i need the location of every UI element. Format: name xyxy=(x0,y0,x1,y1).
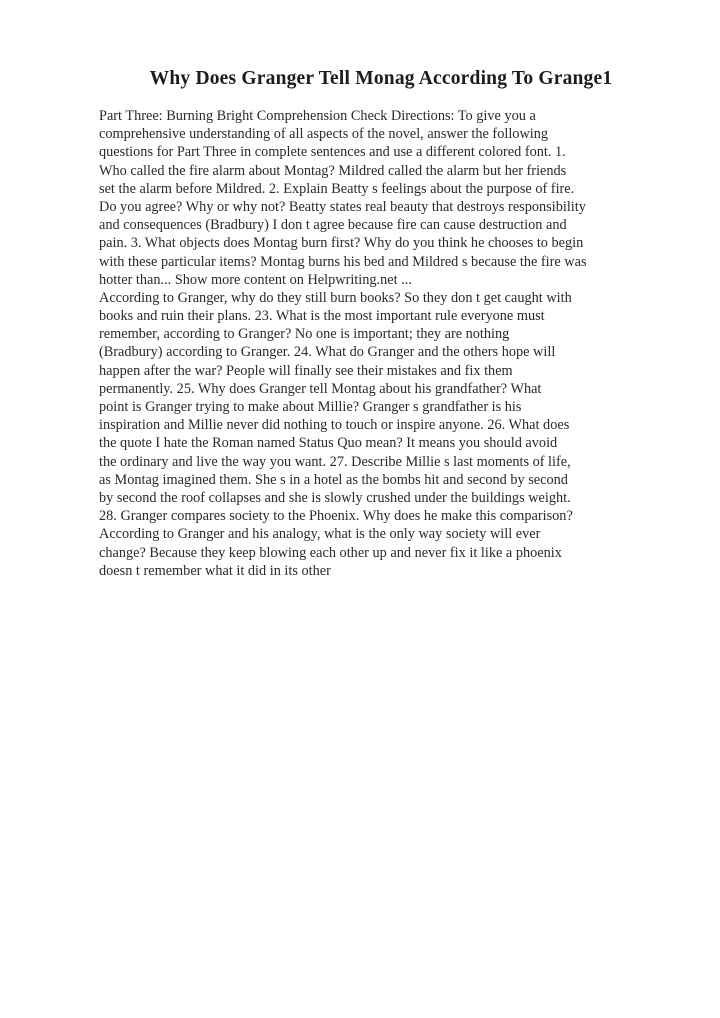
page-title: Why Does Granger Tell Monag According To Grange1 xyxy=(149,68,613,89)
text-line: books and ruin their plans. 23. What is the most important rule everyone must xyxy=(99,308,545,325)
text-line: 28. Granger compares society to the Phoenix. Why does he make this comparison? xyxy=(99,508,573,525)
text-line: remember, according to Granger? No one is important; they are nothing xyxy=(99,326,510,343)
text-line: Who called the fire alarm about Montag? Mildred called the alarm but her friends xyxy=(99,162,567,179)
text-line: by second the roof collapses and she is slowly crushed under the buildings weight. xyxy=(99,489,571,506)
text-line: comprehensive understanding of all aspects of the novel, answer the following xyxy=(99,126,549,143)
text-line: the quote I hate the Roman named Status Quo mean? It means you should avoid xyxy=(99,435,558,452)
text-line: permanently. 25. Why does Granger tell Montag about his grandfather? What xyxy=(99,380,542,397)
text-line: Part Three: Burning Bright Comprehension Check Directions: To give you a xyxy=(99,108,536,124)
text-line: (Bradbury) according to Granger. 24. What do Granger and the others hope will xyxy=(99,344,556,361)
text-line: with these particular items? Montag burns his bed and Mildred s because the fire was xyxy=(99,253,587,270)
text-line: According to Granger and his analogy, what is the only way society will ever xyxy=(99,526,541,543)
text-line: questions for Part Three in complete sentences and use a different colored font. 1. xyxy=(99,144,566,161)
text-line: inspiration and Millie never did nothing to touch or inspire anyone. 26. What does xyxy=(99,417,570,434)
text-line: change? Because they keep blowing each other up and never fix it like a phoenix xyxy=(99,544,562,561)
text-line: the ordinary and live the way you want. 27. Describe Millie s last moments of life, xyxy=(99,453,571,470)
text-line: hotter than... Show more content on Helpwriting.net ... xyxy=(99,271,412,288)
text-line: set the alarm before Mildred. 2. Explain Beatty s feelings about the purpose of fire. xyxy=(99,180,575,197)
text-line: point is Granger trying to make about Millie? Granger s grandfather is his xyxy=(99,399,522,415)
text-line: doesn t remember what it did in its other xyxy=(99,562,331,579)
text-line: as Montag imagined them. She s in a hotel as the bombs hit and second by second xyxy=(99,471,568,488)
text-line: and consequences (Bradbury) I don t agree because fire can cause destruction and xyxy=(99,217,567,234)
text-line: According to Granger, why do they still burn books? So they don t get caught with xyxy=(99,289,572,306)
text-line: happen after the war? People will finally see their mistakes and fix them xyxy=(99,362,513,379)
text-line: Do you agree? Why or why not? Beatty states real beauty that destroys responsibility xyxy=(99,198,586,215)
body-text xyxy=(99,107,665,580)
text-line: pain. 3. What objects does Montag burn first? Why do you think he chooses to begin xyxy=(99,235,584,252)
